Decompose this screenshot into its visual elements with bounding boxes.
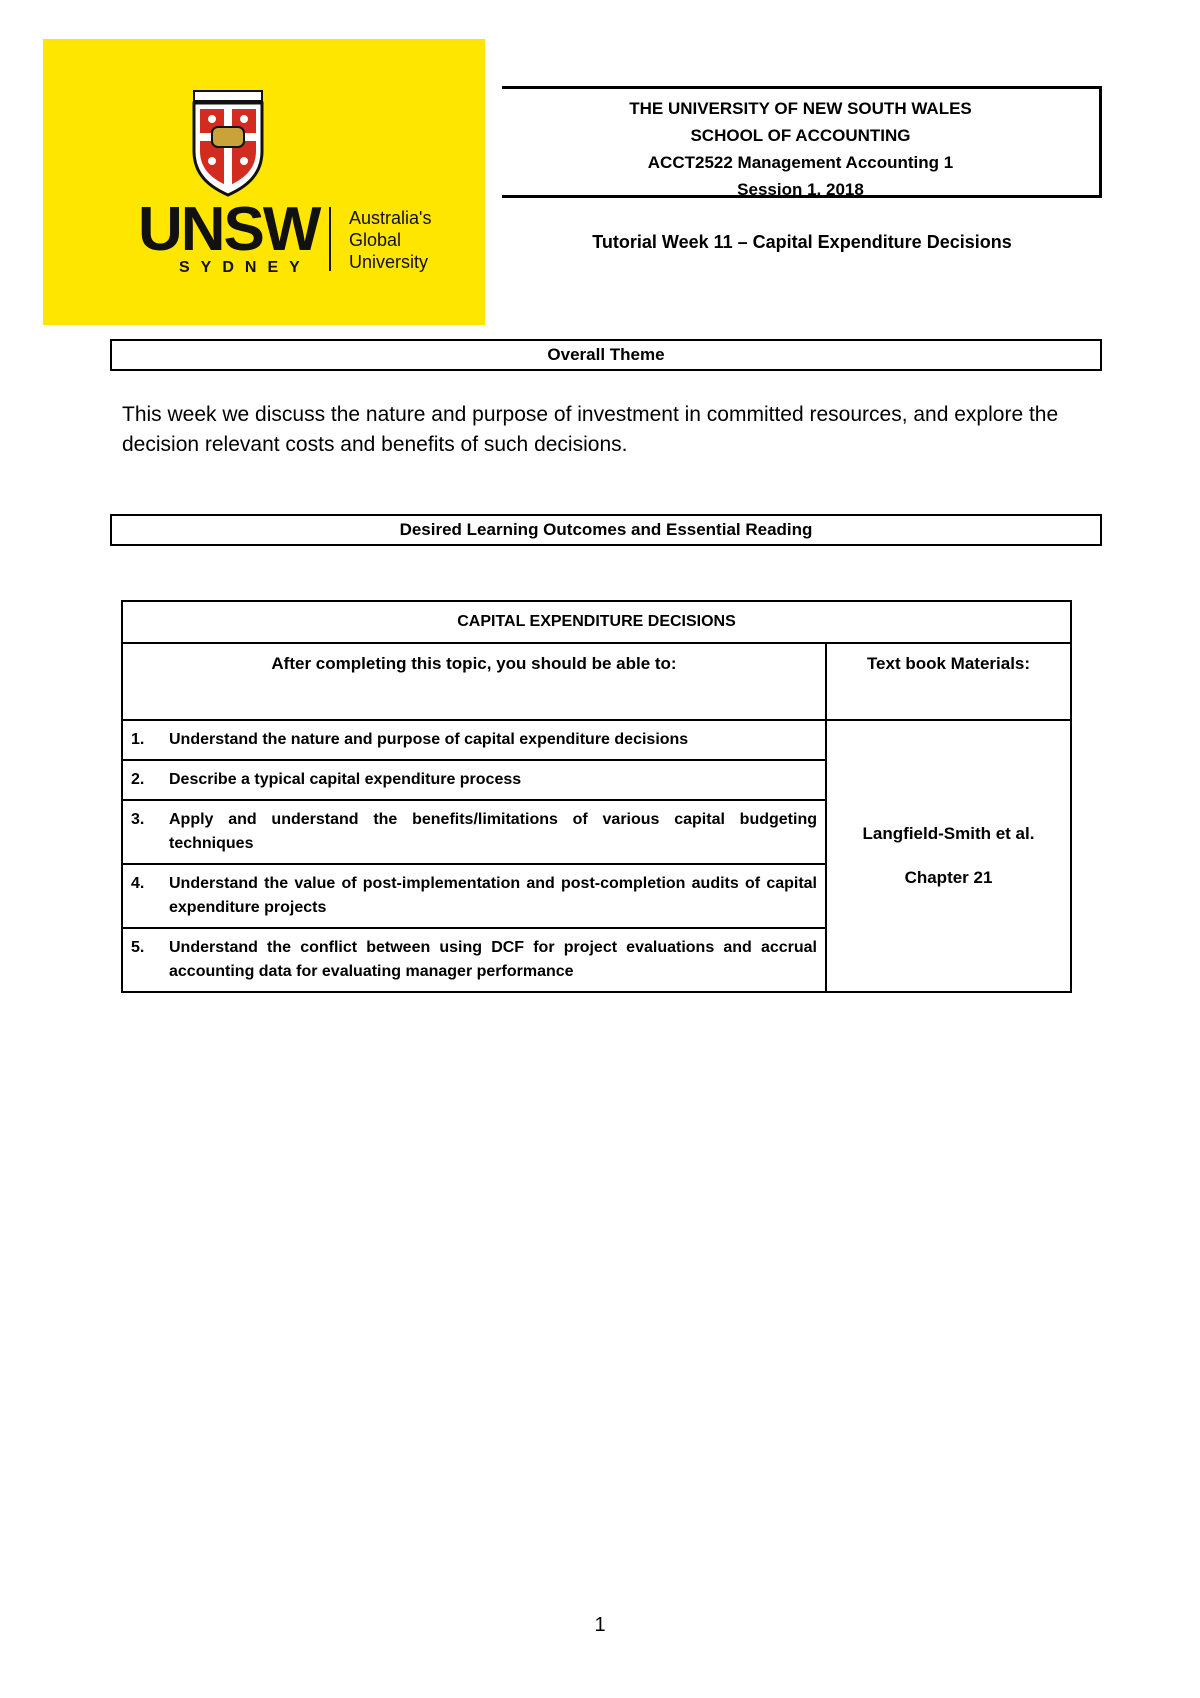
table-title: CAPITAL EXPENDITURE DECISIONS [122,601,1071,643]
item-number: 5. [131,939,145,956]
session-label: Session 1, 2018 [737,180,864,199]
overall-theme-heading: Overall Theme [110,339,1102,371]
outcome-text: Describe a typical capital expenditure process [169,771,522,788]
textbook-chapter: Chapter 21 [904,868,993,887]
table-row [122,720,1071,760]
outcome-text: Apply and understand the benefits/limitations of various capital budgeting techniques [169,811,817,852]
outcome-text: Understand the value of post-implementation and post-completion audits of capital expenditure projects [169,875,817,916]
course-header [502,86,1102,198]
outcomes-heading: Desired Learning Outcomes and Essential Reading [110,514,1102,546]
outcome-text: Understand the conflict between using DCF for project evaluations and accrual accounting data for evaluating manager performance [169,939,817,980]
theme-text: This week we discuss the nature and purpose of investment in committed resources, and explore the decision relevant costs and benefits of such decisions. [122,403,1059,456]
textbook-cell [826,720,1071,992]
item-number: 3. [131,811,145,828]
logo-divider [329,207,331,271]
item-number: 2. [131,771,145,788]
unsw-crest-icon [190,89,266,199]
unsw-logo [43,39,485,325]
item-number: 1. [131,731,145,748]
textbook-author: Langfield-Smith et al. [862,824,1035,843]
university-name: THE UNIVERSITY OF NEW SOUTH WALES [629,99,972,118]
logo-city: SYDNEY [179,259,311,276]
outcome-text: Understand the nature and purpose of capital expenditure decisions [169,731,689,748]
logo-wordmark: UNSW [138,195,320,264]
tutorial-title: Tutorial Week 11 – Capital Expenditure Decisions [592,232,1012,252]
item-number: 4. [131,875,145,892]
column-header-outcomes: After completing this topic, you should be able to: [122,643,826,720]
column-header-textbook: Text book Materials: [826,643,1071,720]
outcomes-table [121,600,1072,993]
logo-tagline: Australia's Global University [349,208,432,272]
school-name: SCHOOL OF ACCOUNTING [690,126,911,145]
course-name: ACCT2522 Management Accounting 1 [647,153,954,172]
page-number: 1 [594,1614,606,1636]
